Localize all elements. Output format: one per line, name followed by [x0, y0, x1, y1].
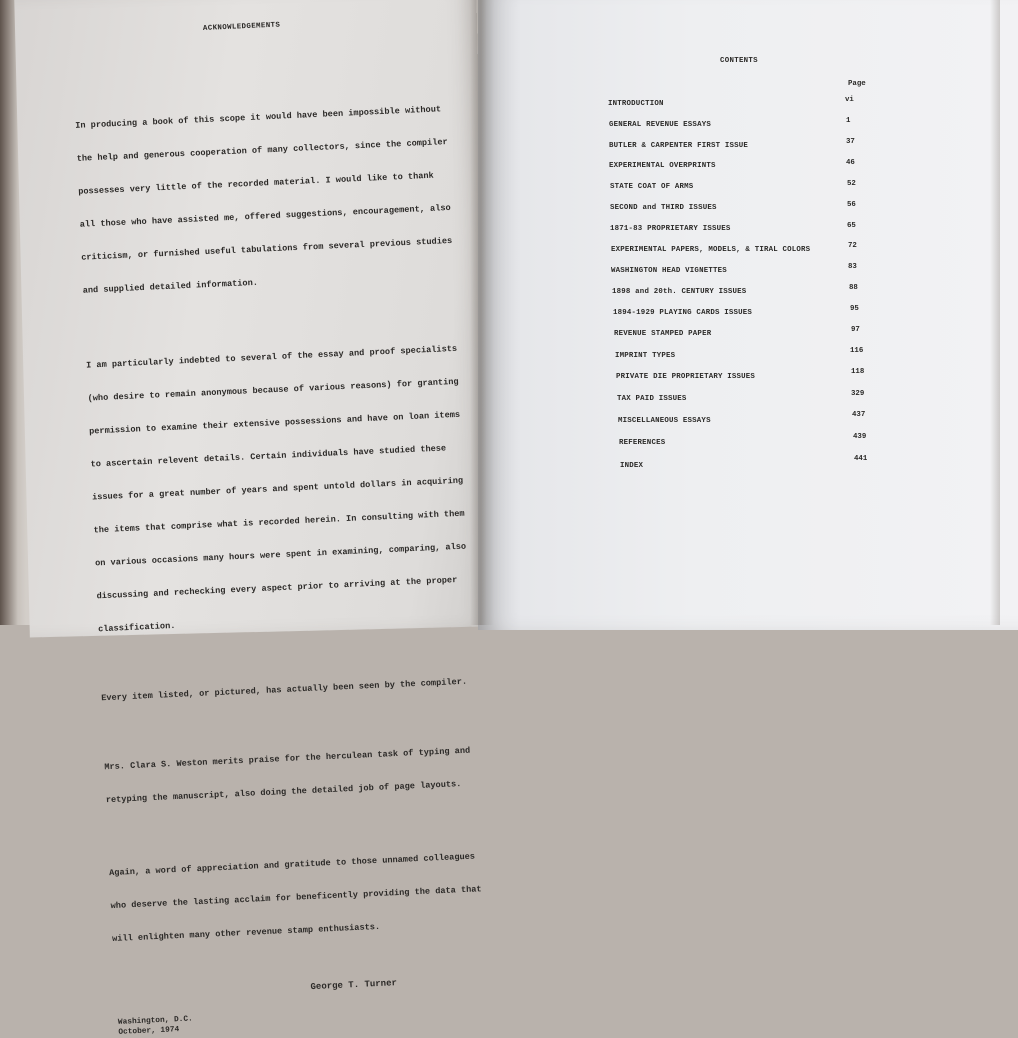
- text-line: possesses very little of the recorded material. I would like to thank: [78, 170, 434, 197]
- paragraph-1: [74, 82, 454, 319]
- toc-entry-page: 83: [848, 263, 857, 271]
- text-line: issues for a great number of years and spent untold dollars in acquiring: [91, 475, 464, 503]
- text-line: retyping the manuscript, also doing the detailed job of page layouts.: [105, 779, 462, 806]
- book-gutter: [470, 0, 494, 625]
- text-line: Again, a word of appreciation and gratitude to those unnamed colleagues: [108, 851, 476, 879]
- toc-entry-page: 95: [850, 305, 859, 313]
- toc-entry-page: 437: [852, 411, 866, 419]
- paragraph-3: [100, 655, 472, 727]
- text-line: (who desire to remain anonymous because of various reasons) for granting: [87, 376, 459, 404]
- toc-entry-page: 329: [851, 390, 865, 398]
- toc-entry-page: 97: [851, 326, 860, 334]
- place: Washington, D.C.: [117, 1015, 193, 1027]
- text-line: classification.: [97, 620, 176, 635]
- paragraph-2: [85, 322, 469, 657]
- toc-entry-title: 1894-1929 PLAYING CARDS ISSUES: [613, 309, 753, 317]
- toc-entry-page: vi: [845, 96, 854, 104]
- toc-entry-title: GENERAL REVENUE ESSAYS: [609, 121, 711, 129]
- toc-entry-title: REFERENCES: [619, 439, 666, 447]
- toc-entry-title: INTRODUCTION: [608, 100, 664, 108]
- text-line: all those who have assisted me, offered suggestions, encouragement, also: [79, 202, 451, 230]
- toc-entry-title: EXPERIMENTAL PAPERS, MODELS, & TIRAL COLORS: [611, 246, 811, 254]
- text-line: I am particularly indebted to several of the essay and proof specialists: [85, 343, 458, 371]
- toc-entry-page: 118: [851, 368, 865, 376]
- page-column-header: Page: [848, 80, 866, 88]
- text-line: who deserve the lasting acclaim for beneficently providing the data that: [110, 884, 482, 912]
- text-line: and supplied detailed information.: [82, 277, 259, 296]
- toc-entry-page: 116: [850, 347, 864, 355]
- toc-entry-page: 88: [849, 284, 858, 292]
- toc-entry-page: 56: [847, 201, 856, 209]
- acknowledgements-section: [70, 0, 486, 1038]
- text-line: Mrs. Clara S. Weston merits praise for the herculean task of typing and: [104, 745, 471, 773]
- toc-entry-title: 1871-83 PROPRIETARY ISSUES: [610, 225, 731, 233]
- toc-entry-title: 1898 and 20th. CENTURY ISSUES: [612, 288, 747, 296]
- toc-entry-page: 65: [847, 222, 856, 230]
- toc-entry-title: WASHINGTON HEAD VIGNETTES: [611, 267, 727, 275]
- text-line: In producing a book of this scope it would have been impossible without: [75, 104, 442, 131]
- text-line: permission to examine their extensive possessions and have on loan items: [88, 409, 461, 437]
- toc-entry-page: 37: [846, 138, 855, 146]
- place-and-date: [118, 1001, 487, 1038]
- toc-entry-title: STATE COAT OF ARMS: [610, 183, 694, 191]
- signature-name: George T. Turner: [310, 978, 398, 993]
- toc-entry-page: 439: [853, 433, 867, 441]
- text-line: the items that comprise what is recorded herein. In consulting with them: [93, 508, 465, 536]
- acknowledgements-title: ACKNOWLEDGEMENTS: [202, 21, 281, 33]
- text-line: Every item listed, or pictured, has actually been seen by the compiler.: [101, 676, 468, 704]
- text-line: to ascertain relevent details. Certain individuals have studied these: [90, 443, 447, 470]
- text-line: the help and generous cooperation of many collectors, since the compiler: [76, 137, 448, 164]
- toc-entry-title: EXPERIMENTAL OVERPRINTS: [609, 162, 716, 170]
- toc-entry-title: MISCELLANEOUS ESSAYS: [618, 417, 711, 425]
- toc-entry-title: PRIVATE DIE PROPRIETARY ISSUES: [616, 373, 756, 381]
- toc-entry-title: REVENUE STAMPED PAPER: [614, 330, 712, 338]
- toc-entry-page: 441: [854, 455, 868, 463]
- text-line: on various occasions many hours were spent in examining, comparing, also: [94, 541, 467, 569]
- toc-entry-title: IMPRINT TYPES: [615, 352, 676, 360]
- toc-entry-page: 1: [846, 117, 851, 125]
- toc-entry-title: INDEX: [620, 462, 644, 470]
- text-line: will enlighten many other revenue stamp enthusiasts.: [111, 921, 381, 945]
- toc-entry-page: 72: [848, 242, 857, 250]
- paragraph-4: [103, 723, 477, 828]
- text-line: criticism, or furnished useful tabulations from several previous studies: [81, 235, 453, 263]
- toc-entry-title: SECOND and THIRD ISSUES: [610, 204, 717, 212]
- contents-title: CONTENTS: [720, 57, 758, 65]
- toc-entry-title: TAX PAID ISSUES: [617, 395, 687, 403]
- toc-entry-page: 46: [846, 159, 855, 167]
- text-line: discussing and rechecking every aspect prior to arriving at the proper: [96, 575, 458, 602]
- toc-entry-title: BUTLER & CARPENTER FIRST ISSUE: [609, 142, 749, 150]
- page-edge-shadow: [990, 0, 1000, 625]
- date: October, 1974: [118, 1026, 180, 1037]
- paragraph-5: [108, 829, 483, 967]
- toc-entry-page: 52: [847, 180, 856, 188]
